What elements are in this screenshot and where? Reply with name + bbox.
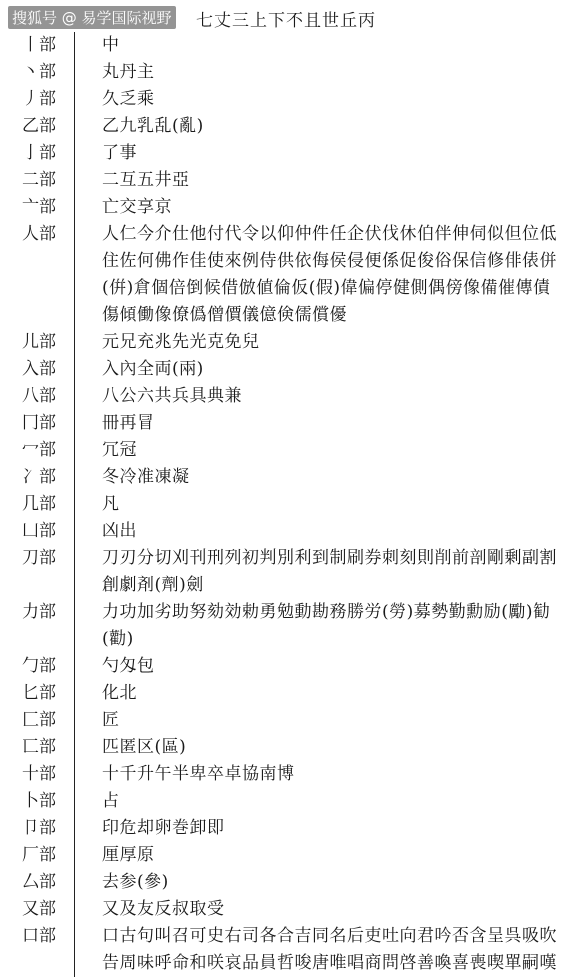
- radical-row: [0, 680, 580, 707]
- radical-characters: 了事: [102, 143, 137, 163]
- column-divider: [74, 32, 75, 59]
- radical-row: [0, 545, 580, 599]
- radical-label: 凵部: [22, 521, 56, 541]
- radical-row: [0, 761, 580, 788]
- column-divider: [74, 761, 75, 788]
- top-line: [0, 0, 580, 34]
- radical-label: 几部: [22, 494, 56, 514]
- radical-row: [0, 383, 580, 410]
- column-divider: [74, 221, 75, 329]
- radical-row: [0, 32, 580, 59]
- column-divider: [74, 734, 75, 761]
- radical-characters: 又及友反叔取受: [102, 899, 225, 919]
- radical-label: 乙部: [22, 116, 56, 136]
- radical-characters: 中: [102, 35, 120, 55]
- radical-row: [0, 167, 580, 194]
- radical-row: [0, 815, 580, 842]
- radical-characters: 久乏乘: [102, 89, 155, 109]
- column-divider: [74, 329, 75, 356]
- radical-label: 又部: [22, 899, 56, 919]
- column-divider: [74, 518, 75, 545]
- radical-characters: 十千升午半卑卒卓協南博: [102, 764, 295, 784]
- radical-characters: 凶出: [102, 521, 137, 541]
- column-divider: [74, 788, 75, 815]
- radical-characters: 入內全両(兩): [102, 359, 204, 379]
- radical-characters: 丸丹主: [102, 62, 155, 82]
- radical-row: [0, 653, 580, 680]
- column-divider: [74, 464, 75, 491]
- radical-label: 刀部: [22, 548, 56, 568]
- radical-label: 力部: [22, 602, 56, 622]
- radical-row: [0, 518, 580, 545]
- radical-characters: 元兄充兆先光克免兒: [102, 332, 260, 352]
- radical-characters: 力功加劣助努劾効勅勇勉動勘務勝労(勞)募勢勤勳励(勵)勧(勸): [102, 602, 551, 649]
- radical-label: 亅部: [22, 143, 56, 163]
- radical-characters: 匠: [102, 710, 120, 730]
- radical-characters: 凡: [102, 494, 120, 514]
- radical-row: [0, 329, 580, 356]
- radical-row: [0, 59, 580, 86]
- column-divider: [74, 383, 75, 410]
- radical-characters: 乙九乳乱(亂): [102, 116, 204, 136]
- column-divider: [74, 86, 75, 113]
- radical-row: [0, 86, 580, 113]
- radical-label: 厶部: [22, 872, 56, 892]
- radical-label: 匕部: [22, 683, 56, 703]
- radical-label: 儿部: [22, 332, 56, 352]
- radical-label: 口部: [22, 926, 56, 946]
- column-divider: [74, 653, 75, 680]
- radical-characters: 人仁今介仕他付代令以仰仲件任企伏伐休伯伴伸伺似但位低住佐何佛作佳使來例侍供依侮侯侵便係促俊俗保信修俳俵併(倂)倉個倍倒候借倣値倫仮(假)偉偏停健側偶傍像備催傳債傷傾働像僚僞僧價儀億倹儒償優: [102, 224, 557, 325]
- radical-label: 匸部: [22, 737, 56, 757]
- radical-row: [0, 896, 580, 923]
- column-divider: [74, 545, 75, 599]
- radical-label: 丨部: [22, 35, 56, 55]
- radical-label: 丶部: [22, 62, 56, 82]
- radical-row: [0, 140, 580, 167]
- radical-label: 冖部: [22, 440, 56, 460]
- radical-characters: 冬冷准凍凝: [102, 467, 190, 487]
- radical-row: [0, 437, 580, 464]
- radical-row: [0, 599, 580, 653]
- radical-row: [0, 923, 580, 977]
- radical-label: 厂部: [22, 845, 56, 865]
- radical-characters: 刀刃分切刈刊刑列初判別利到制刷券刺刻則削前剖剛剰副割創劇剤(劑)劍: [102, 548, 557, 595]
- radical-label: 卜部: [22, 791, 56, 811]
- column-divider: [74, 869, 75, 896]
- radical-row: [0, 734, 580, 761]
- column-divider: [74, 59, 75, 86]
- radical-label: 人部: [22, 224, 56, 244]
- radical-label: 二部: [22, 170, 56, 190]
- radical-row: [0, 221, 580, 329]
- radical-label: 十部: [22, 764, 56, 784]
- column-divider: [74, 923, 75, 977]
- column-divider: [74, 356, 75, 383]
- radical-label: 卩部: [22, 818, 56, 838]
- radical-row: [0, 410, 580, 437]
- radical-characters: 八公六共兵具典兼: [102, 386, 242, 406]
- radical-characters: 占: [102, 791, 120, 811]
- radical-label: 匚部: [22, 710, 56, 730]
- column-divider: [74, 599, 75, 653]
- radical-row: [0, 491, 580, 518]
- top-line-characters: 七丈三上下不且世丘丙: [196, 11, 376, 31]
- column-divider: [74, 167, 75, 194]
- radical-row: [0, 464, 580, 491]
- radical-label: 丿部: [22, 89, 56, 109]
- radical-label: 八部: [22, 386, 56, 406]
- radical-table: [0, 32, 580, 977]
- watermark: 搜狐号 @ 易学国际视野: [8, 6, 176, 29]
- radical-characters: 去参(參): [102, 872, 169, 892]
- column-divider: [74, 815, 75, 842]
- column-divider: [74, 410, 75, 437]
- radical-label: 亠部: [22, 197, 56, 217]
- radical-label: 入部: [22, 359, 56, 379]
- radical-row: [0, 113, 580, 140]
- radical-row: [0, 194, 580, 221]
- radical-characters: 厘厚原: [102, 845, 155, 865]
- column-divider: [74, 842, 75, 869]
- radical-characters: 勺匁包: [102, 656, 155, 676]
- radical-characters: 亡交享京: [102, 197, 172, 217]
- radical-label: 冫部: [22, 467, 56, 487]
- radical-characters: 印危却卵巻卸即: [102, 818, 225, 838]
- radical-characters: 冊再冒: [102, 413, 155, 433]
- column-divider: [74, 491, 75, 518]
- radical-label: 冂部: [22, 413, 56, 433]
- radical-row: [0, 788, 580, 815]
- column-divider: [74, 680, 75, 707]
- column-divider: [74, 437, 75, 464]
- column-divider: [74, 194, 75, 221]
- radical-row: [0, 356, 580, 383]
- radical-label: 勹部: [22, 656, 56, 676]
- radical-characters: 二互五井亞: [102, 170, 190, 190]
- column-divider: [74, 113, 75, 140]
- radical-characters: 化北: [102, 683, 137, 703]
- radical-row: [0, 842, 580, 869]
- radical-characters: 口古句叫召可史右司各合吉同名后吏吐向君吟否含呈呉吸吹告周味呼命和咲哀品員哲唆唐唯唱商問啓善喚喜喪喫單嗣嘆: [102, 926, 557, 973]
- radical-characters: 匹匿区(區): [102, 737, 187, 757]
- column-divider: [74, 896, 75, 923]
- radical-characters: 冗冠: [102, 440, 137, 460]
- radical-row: [0, 869, 580, 896]
- radical-row: [0, 707, 580, 734]
- column-divider: [74, 707, 75, 734]
- column-divider: [74, 140, 75, 167]
